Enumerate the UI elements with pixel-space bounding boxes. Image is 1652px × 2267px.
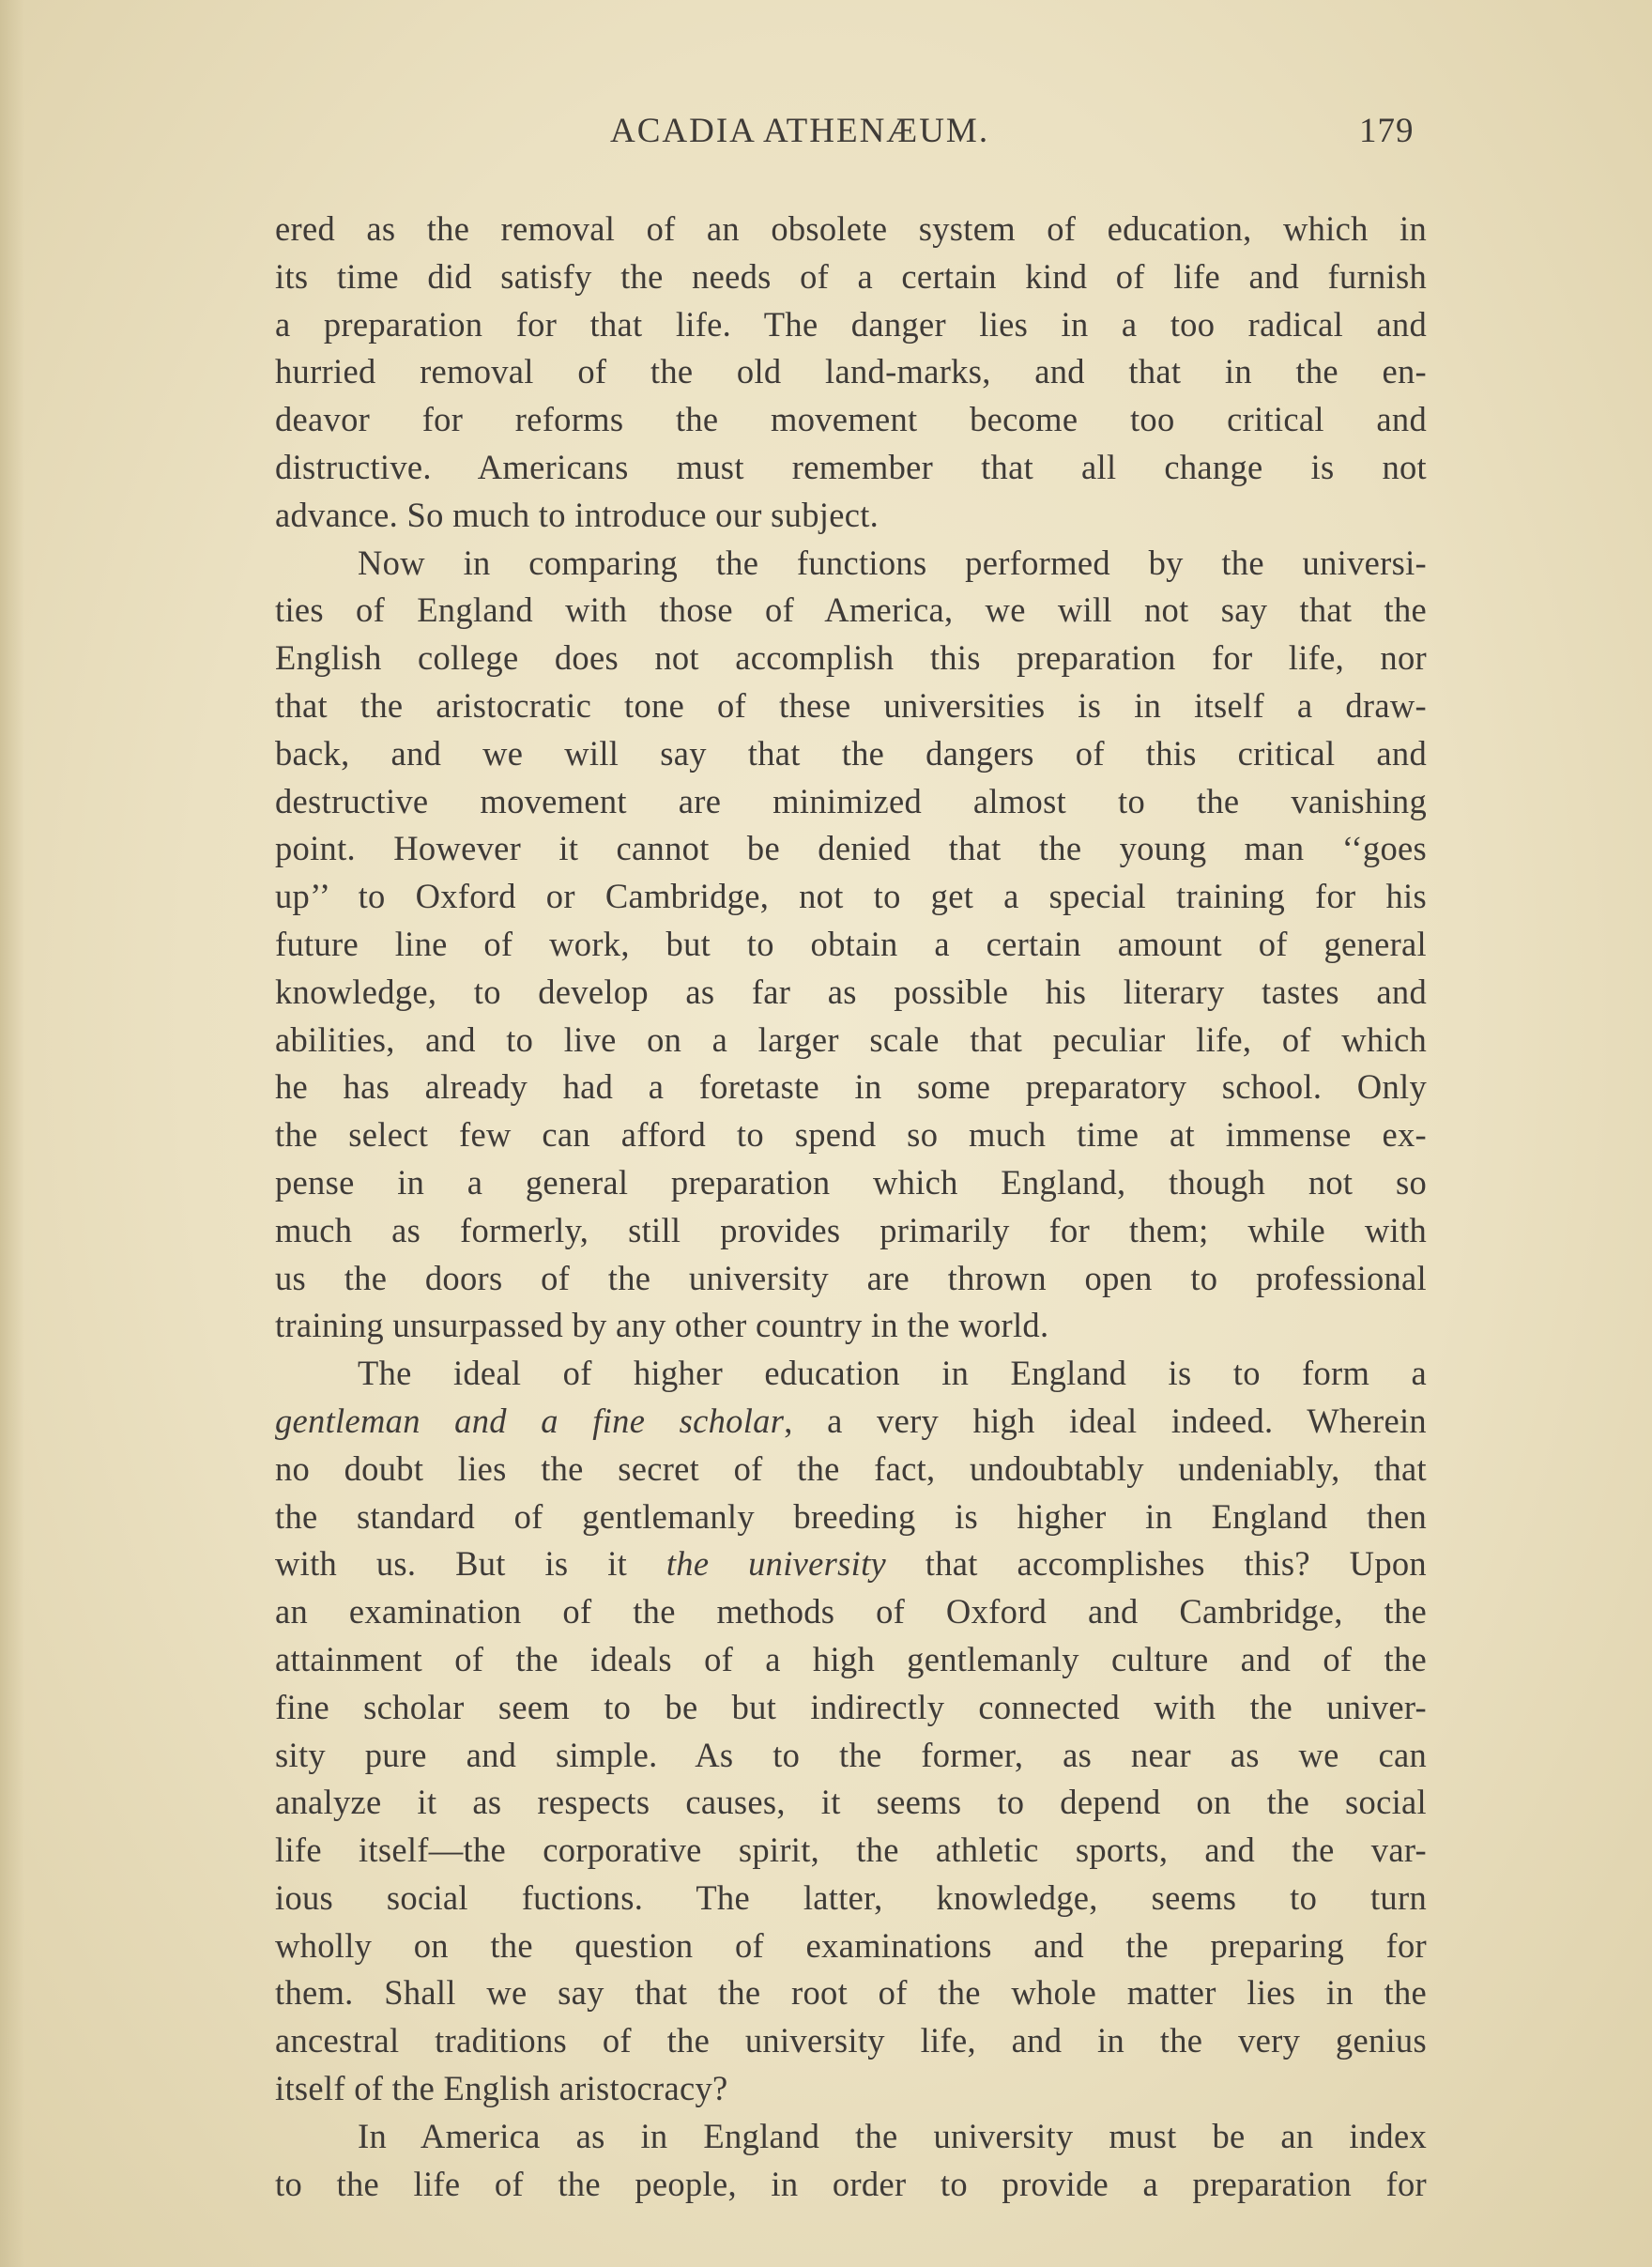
text-line — [275, 730, 1427, 778]
text-line — [275, 1017, 1427, 1065]
text-run: , a very high ideal indeed. Wherein — [784, 1401, 1427, 1440]
text-run: much as formerly, still provides primarily for them; while with — [275, 1210, 1427, 1249]
text-line — [275, 1875, 1427, 1922]
text-line — [275, 778, 1427, 826]
text-run: training unsurpassed by any other country in the world. — [275, 1306, 1049, 1345]
text-run: us the doors of the university are thrown open to professional — [275, 1258, 1427, 1297]
text-line — [275, 1446, 1427, 1493]
text-line — [275, 2113, 1427, 2161]
text-run: itself of the English aristocracy? — [275, 2069, 728, 2108]
text-run: fine scholar seem to be but indirectly connected with the univer- — [275, 1687, 1427, 1726]
text-run: sity pure and simple. As to the former, as near as we can — [275, 1735, 1427, 1774]
text-line — [275, 1636, 1427, 1684]
text-line — [275, 1540, 1427, 1588]
paragraph — [275, 206, 1427, 540]
text-line — [275, 492, 1427, 540]
paragraph — [275, 2113, 1427, 2209]
text-line — [275, 2017, 1427, 2065]
text-run: the select few can afford to spend so much time at immense ex- — [275, 1115, 1427, 1155]
text-run: wholly on the question of examinations and the preparing for — [275, 1925, 1427, 1965]
text-line — [275, 2161, 1427, 2209]
text-run: he has already had a foretaste in some preparatory school. Only — [275, 1067, 1427, 1107]
text-run: distructive. Americans must remember that all change is not — [275, 447, 1427, 486]
text-line — [275, 1159, 1427, 1207]
text-line — [275, 253, 1427, 301]
text-line — [275, 1779, 1427, 1827]
text-line — [275, 1350, 1427, 1398]
text-run: up’’ to Oxford or Cambridge, not to get a special training for his — [275, 877, 1427, 916]
text-line — [275, 1207, 1427, 1255]
text-run: to the life of the people, in order to provide a preparation for — [275, 2164, 1427, 2203]
body-text — [275, 206, 1427, 2208]
text-line — [275, 635, 1427, 682]
text-line — [275, 1064, 1427, 1111]
text-run: a preparation for that life. The danger lies in a too radical and — [275, 304, 1427, 344]
text-line — [275, 444, 1427, 492]
text-line — [275, 1732, 1427, 1780]
text-run: destructive movement are minimized almost to the vanishing — [275, 781, 1427, 820]
text-line — [275, 1922, 1427, 1970]
text-run: back, and we will say that the dangers of this critical and — [275, 733, 1427, 773]
text-run: with us. But is it — [275, 1544, 666, 1584]
text-line — [275, 1255, 1427, 1303]
text-run: future line of work, but to obtain a certain amount of general — [275, 924, 1427, 963]
text-run: the standard of gentlemanly breeding is higher in England then — [275, 1496, 1427, 1536]
text-run: pense in a general preparation which England, though not so — [275, 1162, 1427, 1202]
text-line — [275, 825, 1427, 873]
text-run: no doubt lies the secret of the fact, undoubtably undeniably, that — [275, 1448, 1427, 1488]
text-run: knowledge, to develop as far as possible his literary tastes and — [275, 972, 1427, 1011]
text-run: advance. So much to introduce our subject. — [275, 495, 880, 534]
page-header — [0, 111, 1652, 167]
text-run: attainment of the ideals of a high gentlemanly culture and of the — [275, 1639, 1427, 1678]
text-line — [275, 348, 1427, 396]
text-run: hurried removal of the old land-marks, and that in the en- — [275, 352, 1427, 391]
text-run: Now in comparing the functions performed by the universi- — [358, 543, 1427, 582]
text-run: point. However it cannot be denied that the young man ‘‘goes — [275, 829, 1427, 868]
text-line — [275, 969, 1427, 1017]
text-run: ancestral traditions of the university life, and in the very genius — [275, 2021, 1427, 2060]
text-run: an examination of the methods of Oxford and Cambridge, the — [275, 1592, 1427, 1631]
italic-text-run: the university — [665, 1544, 887, 1584]
running-title: ACADIA ATHENÆUM. — [610, 112, 990, 150]
text-run: ties of England with those of America, we will not say that the — [275, 590, 1427, 630]
page-number: 179 — [1359, 112, 1415, 150]
text-run: ious social fuctions. The latter, knowledge, seems to turn — [275, 1877, 1427, 1917]
text-line — [275, 1588, 1427, 1636]
text-line — [275, 1111, 1427, 1159]
text-line — [275, 396, 1427, 444]
text-line — [275, 921, 1427, 969]
text-run: deavor for reforms the movement become too critical and — [275, 400, 1427, 439]
text-run: its time did satisfy the needs of a certain kind of life and furnish — [275, 256, 1427, 296]
text-line — [275, 1969, 1427, 2017]
italic-text-run: gentleman and a fine scholar — [275, 1401, 785, 1440]
text-run: analyze it as respects causes, it seems to depend on the social — [275, 1783, 1427, 1822]
text-run: them. Shall we say that the root of the whole matter lies in the — [275, 1973, 1427, 2013]
text-line — [275, 206, 1427, 253]
text-run: abilities, and to live on a larger scale that peculiar life, of which — [275, 1019, 1427, 1059]
text-run: that the aristocratic tone of these universities is in itself a draw- — [275, 685, 1427, 725]
text-line — [275, 540, 1427, 588]
text-run: In America as in England the university must be an index — [358, 2116, 1427, 2155]
page-edge-shadow — [0, 0, 24, 2267]
text-line — [275, 873, 1427, 921]
text-run: English college does not accomplish this preparation for life, nor — [275, 638, 1427, 678]
text-line — [275, 301, 1427, 349]
text-line — [275, 1827, 1427, 1875]
text-run: ered as the removal of an obsolete system of education, which in — [275, 209, 1427, 248]
text-run: The ideal of higher education in England is to form a — [358, 1354, 1427, 1393]
text-line — [275, 682, 1427, 730]
paragraph — [275, 540, 1427, 1351]
text-line — [275, 587, 1427, 635]
text-line — [275, 1493, 1427, 1541]
paragraph — [275, 1350, 1427, 2113]
text-line — [275, 1684, 1427, 1732]
text-line — [275, 2065, 1427, 2113]
text-line — [275, 1398, 1427, 1446]
text-run: that accomplishes this? Upon — [886, 1544, 1427, 1584]
text-run: life itself—the corporative spirit, the athletic sports, and the var- — [275, 1830, 1427, 1870]
text-line — [275, 1302, 1427, 1350]
